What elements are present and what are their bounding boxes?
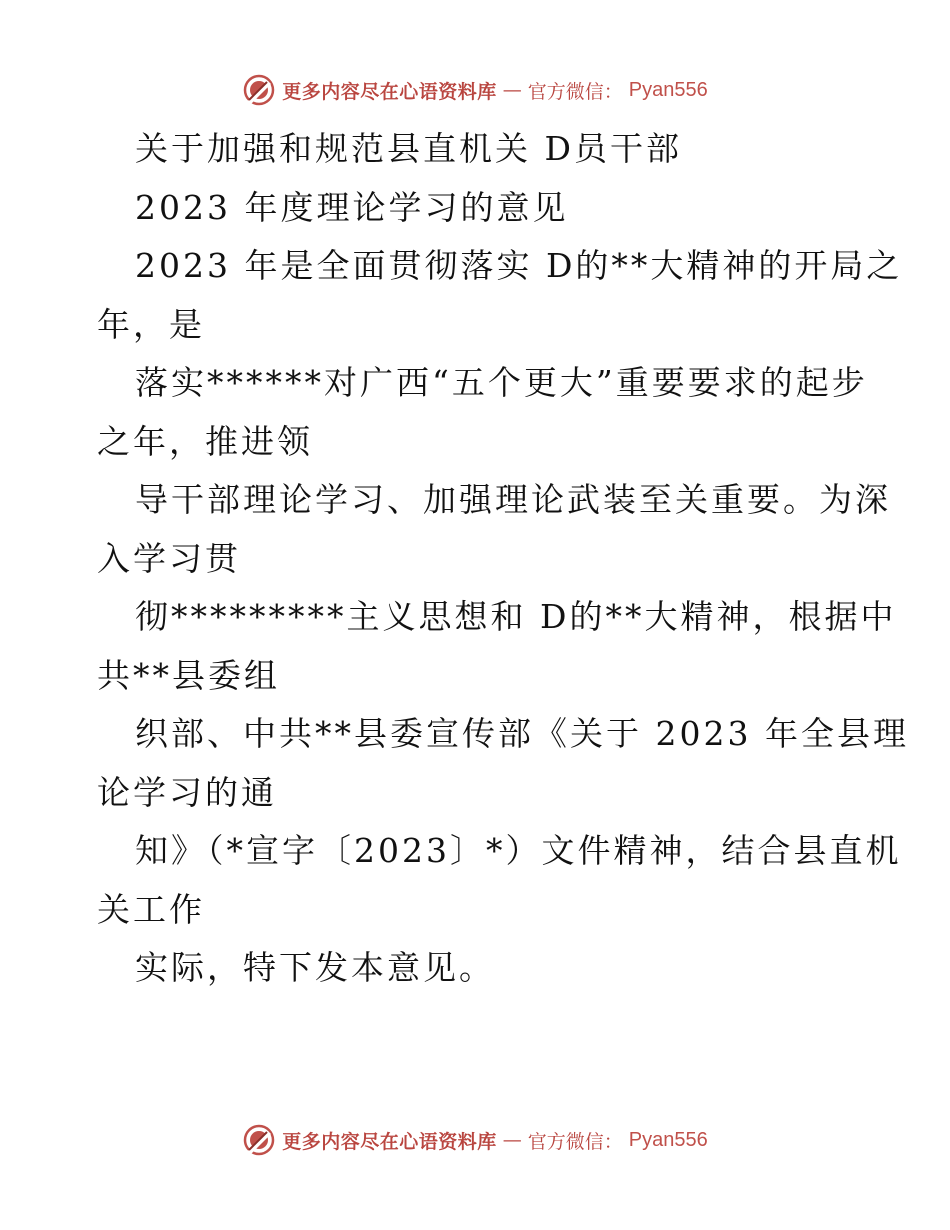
pen-logo-icon xyxy=(242,73,276,107)
document-title-line-1: 关于加强和规范县直机关 D员干部 xyxy=(135,129,682,168)
footer-banner xyxy=(0,1120,950,1160)
paragraph-line: 2023 年是全面贯彻落实 D的**大精神的开局之 xyxy=(135,246,903,285)
wechat-label: 官方微信： xyxy=(527,1130,623,1153)
wechat-label: 官方微信： xyxy=(527,80,623,103)
paragraph-line: 入学习贯 xyxy=(97,538,241,578)
paragraph-line: 织部、中共**县委宣传部《关于 2023 年全县理 xyxy=(135,714,909,753)
document-title-line-2: 2023 年度理论学习的意见 xyxy=(135,187,569,227)
document-body xyxy=(97,120,909,998)
banner-separator: — xyxy=(502,1129,522,1151)
paragraph-line: 之年，推进领 xyxy=(97,421,313,461)
paragraph-line: 落实******对广西“五个更大”重要要求的起步 xyxy=(135,363,868,402)
wechat-id: Pyan556 xyxy=(628,1128,708,1151)
promo-text: 更多内容尽在心语资料库 xyxy=(282,1130,497,1153)
pen-logo-icon xyxy=(242,1123,276,1157)
wechat-id: Pyan556 xyxy=(628,78,708,101)
paragraph-line: 论学习的通 xyxy=(97,772,277,812)
paragraph-line: 导干部理论学习、加强理论武装至关重要。为深 xyxy=(135,480,891,519)
header-banner xyxy=(0,70,950,110)
banner-separator: — xyxy=(502,79,522,101)
paragraph-line: 知》（*宣字〔2023〕*）文件精神，结合县直机 xyxy=(135,831,902,870)
paragraph-line: 关工作 xyxy=(97,889,205,929)
promo-text: 更多内容尽在心语资料库 xyxy=(282,80,497,103)
paragraph-line: 彻*********主义思想和 D的**大精神，根据中 xyxy=(135,597,897,636)
paragraph-line: 共**县委组 xyxy=(97,655,280,695)
paragraph-line: 实际，特下发本意见。 xyxy=(135,948,495,987)
paragraph-line: 年，是 xyxy=(97,304,205,344)
